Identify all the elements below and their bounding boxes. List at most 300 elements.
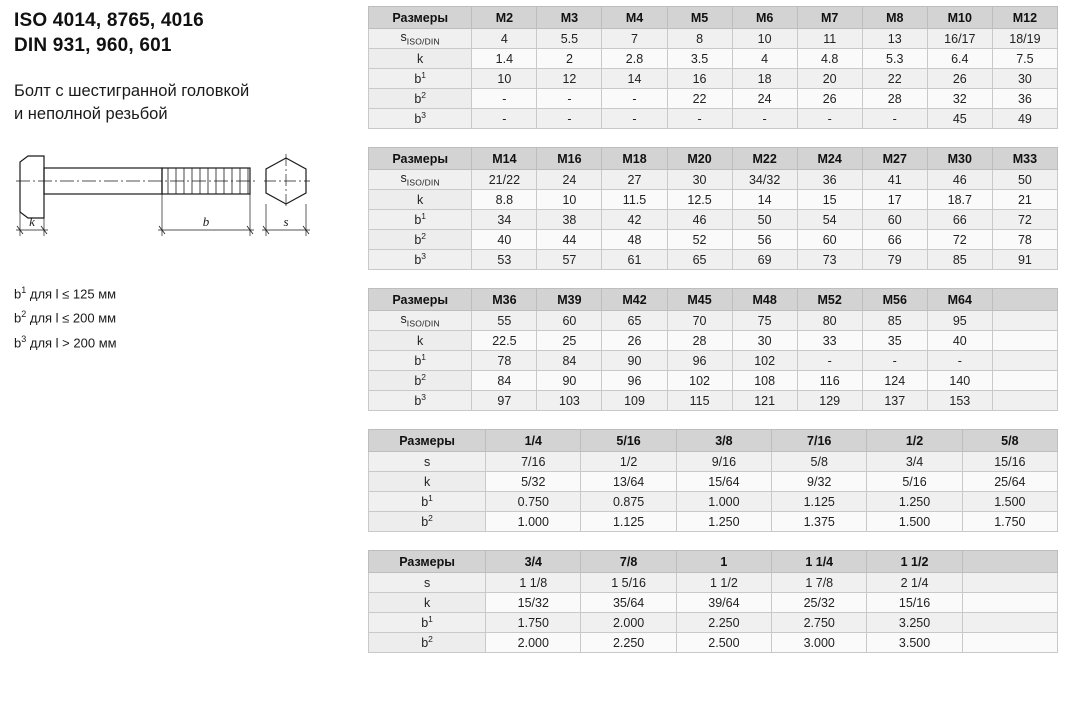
header-cell-dimensions: Размеры	[369, 551, 486, 573]
table-cell: 53	[472, 250, 537, 270]
table-cell	[962, 613, 1057, 633]
row-label-symbol: b	[414, 394, 422, 409]
row-label-superscript: 3	[421, 392, 427, 403]
row-label-b1	[369, 69, 472, 89]
table-cell: 60	[797, 230, 862, 250]
table-cell: 1.125	[772, 492, 867, 512]
table-cell: 41	[862, 170, 927, 190]
table-cell	[962, 633, 1057, 653]
table-cell: 4	[732, 49, 797, 69]
table-cell: 26	[927, 69, 992, 89]
row-label-symbol: b	[414, 72, 422, 87]
table-cell: 48	[602, 230, 667, 250]
table-cell: 15/32	[486, 593, 581, 613]
table-header-row	[369, 551, 1058, 573]
table-cell: 69	[732, 250, 797, 270]
header-cell-size: M30	[927, 148, 992, 170]
table-cell: 2.000	[486, 633, 581, 653]
table-cell: 5.5	[537, 29, 602, 49]
table-inch-quarter-five-eighths	[368, 429, 1058, 532]
header-cell-size: 1	[676, 551, 771, 573]
row-label-subscript: ISO/DIN	[406, 177, 440, 188]
table-cell: 1 5/16	[581, 573, 676, 593]
table-cell: 78	[992, 230, 1057, 250]
table-cell: 6.4	[927, 49, 992, 69]
table-cell: 38	[537, 210, 602, 230]
table-cell: 2 1/4	[867, 573, 962, 593]
table-cell: 1 7/8	[772, 573, 867, 593]
header-cell-size: M8	[862, 7, 927, 29]
table-cell: 85	[862, 311, 927, 331]
table-cell: 95	[927, 311, 992, 331]
table-cell: 3.000	[772, 633, 867, 653]
table-cell: 91	[992, 250, 1057, 270]
header-cell-dimensions: Размеры	[369, 430, 486, 452]
row-label-b2	[369, 633, 486, 653]
row-label-s	[369, 170, 472, 190]
row-label-symbol: b	[414, 92, 422, 107]
row-label-symbol: b	[414, 112, 422, 127]
footnote-b1-text: для l ≤ 125 мм	[26, 286, 117, 302]
footnotes	[14, 280, 354, 353]
row-label-symbol: b	[414, 253, 422, 268]
row-label-symbol: b	[414, 213, 422, 228]
table-row	[369, 573, 1058, 593]
table-cell: 25/32	[772, 593, 867, 613]
row-label-b1	[369, 351, 472, 371]
row-label-b2	[369, 230, 472, 250]
table-cell: 12.5	[667, 190, 732, 210]
footnote-b3-symbol: b	[14, 334, 22, 350]
table-cell: 9/16	[676, 452, 771, 472]
row-label-symbol: b	[421, 515, 429, 530]
row-label-k	[369, 49, 472, 69]
table-metric-m2-m12	[368, 6, 1058, 129]
table-cell: 14	[602, 69, 667, 89]
row-label-s	[369, 452, 486, 472]
table-cell: 61	[602, 250, 667, 270]
table-row	[369, 391, 1058, 411]
row-label-symbol: k	[417, 333, 424, 348]
header-cell-size: M22	[732, 148, 797, 170]
table-cell: 18	[732, 69, 797, 89]
header-cell-size: 1/2	[867, 430, 962, 452]
table-cell: 9/32	[772, 472, 867, 492]
row-label-superscript: 1	[428, 614, 433, 625]
table-cell: 49	[992, 109, 1057, 129]
header-cell-size: M3	[537, 7, 602, 29]
header-cell-size: M56	[862, 289, 927, 311]
row-label-subscript: ISO/DIN	[406, 36, 440, 47]
table-cell: 1.125	[581, 512, 676, 532]
standards-title-line-2: DIN 931, 960, 601	[14, 35, 172, 56]
footnote-b2-text: для l ≤ 200 мм	[26, 310, 117, 326]
footnote-b2-symbol: b	[14, 310, 22, 326]
table-cell: 42	[602, 210, 667, 230]
table-cell: 34/32	[732, 170, 797, 190]
table-cell: -	[732, 109, 797, 129]
footnote-b1-symbol: b	[14, 286, 22, 302]
table-cell: 22	[667, 89, 732, 109]
table-cell: -	[537, 89, 602, 109]
product-description-line-1: Болт с шестигранной головкой	[14, 82, 250, 100]
header-cell-size: M6	[732, 7, 797, 29]
table-cell: 1/2	[581, 452, 676, 472]
table-cell: 12	[537, 69, 602, 89]
row-label-symbol: b	[414, 374, 422, 389]
table-cell: 7.5	[992, 49, 1057, 69]
table-cell: 3.5	[667, 49, 732, 69]
row-label-subscript: ISO/DIN	[406, 318, 440, 329]
row-label-superscript: 2	[421, 372, 427, 383]
table-cell: 28	[667, 331, 732, 351]
table-cell: 28	[862, 89, 927, 109]
table-cell: 85	[927, 250, 992, 270]
table-row	[369, 452, 1058, 472]
table-cell: 8.8	[472, 190, 537, 210]
header-cell-size: 1 1/4	[772, 551, 867, 573]
table-cell: 35	[862, 331, 927, 351]
table-cell: 25	[537, 331, 602, 351]
table-metric-m14-m33	[368, 147, 1058, 270]
table-cell: 84	[537, 351, 602, 371]
header-cell-size: 1/4	[486, 430, 581, 452]
row-label-symbol: b	[414, 233, 422, 248]
row-label-s	[369, 311, 472, 331]
table-cell: 2.750	[772, 613, 867, 633]
header-cell-size: M20	[667, 148, 732, 170]
table-cell: 129	[797, 391, 862, 411]
table-cell: 97	[472, 391, 537, 411]
table-cell: 36	[797, 170, 862, 190]
table-row	[369, 512, 1058, 532]
footnote-b3-superscript: 3	[21, 333, 27, 344]
table-row	[369, 613, 1058, 633]
table-cell: 1.750	[486, 613, 581, 633]
table-cell: 65	[602, 311, 667, 331]
row-label-b2	[369, 512, 486, 532]
footnote-b1	[14, 280, 354, 304]
table-cell: 108	[732, 371, 797, 391]
footnote-b3	[14, 329, 354, 353]
table-cell: 45	[927, 109, 992, 129]
header-cell-size	[962, 551, 1057, 573]
table-cell	[992, 371, 1057, 391]
table-cell: 50	[732, 210, 797, 230]
header-cell-size: 3/8	[676, 430, 771, 452]
table-cell: 1.750	[962, 512, 1057, 532]
header-cell-size: M64	[927, 289, 992, 311]
left-info-panel	[14, 8, 354, 353]
table-cell: 32	[927, 89, 992, 109]
table-cell: 0.750	[486, 492, 581, 512]
table-row	[369, 633, 1058, 653]
table-cell: 33	[797, 331, 862, 351]
table-cell: 22.5	[472, 331, 537, 351]
table-cell: 7	[602, 29, 667, 49]
row-label-b1	[369, 492, 486, 512]
table-cell: 78	[472, 351, 537, 371]
table-cell: 84	[472, 371, 537, 391]
row-label-superscript: 3	[421, 110, 427, 121]
standards-title-line-1: ISO 4014, 8765, 4016	[14, 10, 204, 31]
table-cell	[992, 311, 1057, 331]
row-label-superscript: 1	[421, 352, 427, 363]
header-cell-size: 7/8	[581, 551, 676, 573]
table-cell: 15/16	[962, 452, 1057, 472]
table-cell: 54	[797, 210, 862, 230]
table-cell: 11	[797, 29, 862, 49]
table-cell: 7/16	[486, 452, 581, 472]
table-row	[369, 89, 1058, 109]
row-label-b2	[369, 371, 472, 391]
table-cell: 52	[667, 230, 732, 250]
header-cell-size: M5	[667, 7, 732, 29]
table-cell: 30	[732, 331, 797, 351]
header-cell-size: M36	[472, 289, 537, 311]
row-label-symbol: b	[421, 616, 429, 631]
table-cell: 102	[667, 371, 732, 391]
row-label-symbol: k	[423, 595, 431, 610]
table-cell: 18.7	[927, 190, 992, 210]
row-label-symbol: k	[423, 474, 431, 489]
table-row	[369, 311, 1058, 331]
table-cell: 2.500	[676, 633, 771, 653]
table-metric-m36-m64	[368, 288, 1058, 411]
header-cell-size: M4	[602, 7, 667, 29]
standards-title	[14, 8, 354, 58]
row-label-b3	[369, 391, 472, 411]
table-cell: 27	[602, 170, 667, 190]
header-cell-size: M2	[472, 7, 537, 29]
table-cell: 102	[732, 351, 797, 371]
table-cell: 50	[992, 170, 1057, 190]
header-cell-dimensions: Размеры	[369, 7, 472, 29]
table-row	[369, 69, 1058, 89]
header-cell-size: M48	[732, 289, 797, 311]
row-label-b3	[369, 250, 472, 270]
table-row	[369, 351, 1058, 371]
header-cell-dimensions: Размеры	[369, 148, 472, 170]
table-cell: 60	[537, 311, 602, 331]
table-cell: 121	[732, 391, 797, 411]
table-cell: -	[602, 89, 667, 109]
table-cell: 13	[862, 29, 927, 49]
row-label-symbol: k	[417, 192, 424, 207]
table-cell: 16	[667, 69, 732, 89]
table-cell: 44	[537, 230, 602, 250]
table-cell: 116	[797, 371, 862, 391]
table-cell: 10	[472, 69, 537, 89]
table-row	[369, 230, 1058, 250]
table-cell: -	[862, 109, 927, 129]
row-label-superscript: 2	[428, 634, 433, 645]
table-cell: -	[472, 109, 537, 129]
product-description	[14, 80, 354, 126]
table-row	[369, 492, 1058, 512]
table-cell: 24	[732, 89, 797, 109]
table-cell: 72	[992, 210, 1057, 230]
header-cell-size: M27	[862, 148, 927, 170]
table-cell: 137	[862, 391, 927, 411]
footnote-b2	[14, 304, 354, 328]
table-cell: 4.8	[797, 49, 862, 69]
table-cell: 5/32	[486, 472, 581, 492]
table-cell: 5/16	[867, 472, 962, 492]
table-cell: 75	[732, 311, 797, 331]
dimension-label-s: s	[283, 214, 289, 229]
table-inch-three-quarters-one-half	[368, 550, 1058, 653]
table-row	[369, 250, 1058, 270]
table-row	[369, 190, 1058, 210]
row-label-symbol: s	[400, 171, 407, 186]
table-cell	[992, 351, 1057, 371]
footnote-b1-superscript: 1	[21, 285, 27, 295]
header-cell-size: M12	[992, 7, 1057, 29]
row-label-superscript: 2	[421, 231, 427, 242]
table-cell	[992, 331, 1057, 351]
row-label-superscript: 3	[421, 251, 427, 262]
header-cell-size: 5/16	[581, 430, 676, 452]
row-label-symbol: b	[414, 354, 422, 369]
table-row	[369, 331, 1058, 351]
table-cell: 25/64	[962, 472, 1057, 492]
row-label-k	[369, 472, 486, 492]
table-cell: 56	[732, 230, 797, 250]
table-cell: 1.4	[472, 49, 537, 69]
row-label-symbol: k	[417, 51, 424, 66]
header-cell-size: 3/4	[486, 551, 581, 573]
row-label-symbol: s	[400, 30, 407, 45]
table-cell: -	[797, 109, 862, 129]
row-label-symbol: s	[423, 454, 431, 469]
table-row	[369, 371, 1058, 391]
table-cell: 1 1/2	[676, 573, 771, 593]
row-label-symbol: s	[423, 575, 431, 590]
table-cell: -	[797, 351, 862, 371]
table-cell: 2.8	[602, 49, 667, 69]
table-cell: -	[537, 109, 602, 129]
table-cell: -	[927, 351, 992, 371]
table-row	[369, 210, 1058, 230]
header-cell-size: M52	[797, 289, 862, 311]
table-cell: 2.250	[581, 633, 676, 653]
table-cell: 30	[992, 69, 1057, 89]
row-label-b1	[369, 210, 472, 230]
header-cell-size: M14	[472, 148, 537, 170]
row-label-symbol: s	[400, 312, 407, 327]
table-cell: 11.5	[602, 190, 667, 210]
table-cell: 14	[732, 190, 797, 210]
table-cell: 57	[537, 250, 602, 270]
row-label-b3	[369, 109, 472, 129]
table-cell: 124	[862, 371, 927, 391]
table-cell: -	[472, 89, 537, 109]
table-cell: 3.500	[867, 633, 962, 653]
table-cell: 73	[797, 250, 862, 270]
header-cell-size	[992, 289, 1057, 311]
table-cell: 35/64	[581, 593, 676, 613]
table-cell: 153	[927, 391, 992, 411]
table-row	[369, 29, 1058, 49]
table-cell: 72	[927, 230, 992, 250]
table-cell: 103	[537, 391, 602, 411]
table-cell: 21	[992, 190, 1057, 210]
product-description-line-2: и неполной резьбой	[14, 105, 168, 123]
table-cell: 39/64	[676, 593, 771, 613]
table-cell: 18/19	[992, 29, 1057, 49]
table-cell: 26	[797, 89, 862, 109]
table-cell: 109	[602, 391, 667, 411]
table-cell: 1.250	[867, 492, 962, 512]
table-cell: 70	[667, 311, 732, 331]
dimension-label-b: b	[202, 214, 210, 229]
row-label-superscript: 1	[421, 70, 427, 81]
table-cell: 30	[667, 170, 732, 190]
table-cell: 40	[472, 230, 537, 250]
table-cell: 13/64	[581, 472, 676, 492]
table-cell: 40	[927, 331, 992, 351]
table-cell: -	[667, 109, 732, 129]
table-header-row	[369, 289, 1058, 311]
table-cell: 16/17	[927, 29, 992, 49]
table-cell: 26	[602, 331, 667, 351]
table-cell: 5/8	[772, 452, 867, 472]
header-cell-size: M33	[992, 148, 1057, 170]
table-cell: 0.875	[581, 492, 676, 512]
table-cell: 21/22	[472, 170, 537, 190]
row-label-s	[369, 29, 472, 49]
table-cell: 15	[797, 190, 862, 210]
header-cell-size: M39	[537, 289, 602, 311]
dimension-tables	[368, 6, 1058, 671]
table-cell: 1 1/8	[486, 573, 581, 593]
table-cell: 15/64	[676, 472, 771, 492]
header-cell-size: M42	[602, 289, 667, 311]
table-cell: 60	[862, 210, 927, 230]
table-cell: 65	[667, 250, 732, 270]
row-label-b2	[369, 89, 472, 109]
table-cell: 66	[927, 210, 992, 230]
table-cell	[992, 391, 1057, 411]
table-cell: 46	[927, 170, 992, 190]
table-cell: 1.500	[962, 492, 1057, 512]
table-cell: 3.250	[867, 613, 962, 633]
table-cell: 90	[537, 371, 602, 391]
table-header-row	[369, 148, 1058, 170]
bolt-technical-drawing	[14, 144, 324, 254]
table-cell: 2.000	[581, 613, 676, 633]
header-cell-size: 1 1/2	[867, 551, 962, 573]
row-label-symbol: b	[421, 495, 429, 510]
table-cell: 96	[667, 351, 732, 371]
table-cell: 115	[667, 391, 732, 411]
row-label-k	[369, 331, 472, 351]
table-cell: 80	[797, 311, 862, 331]
row-label-s	[369, 573, 486, 593]
table-cell: 2	[537, 49, 602, 69]
table-cell: -	[602, 109, 667, 129]
row-label-superscript: 2	[421, 90, 427, 101]
table-cell: 8	[667, 29, 732, 49]
table-cell: 55	[472, 311, 537, 331]
table-cell: 3/4	[867, 452, 962, 472]
table-cell: 24	[537, 170, 602, 190]
table-row	[369, 49, 1058, 69]
header-cell-size: 7/16	[772, 430, 867, 452]
table-cell: 20	[797, 69, 862, 89]
table-cell: 1.500	[867, 512, 962, 532]
